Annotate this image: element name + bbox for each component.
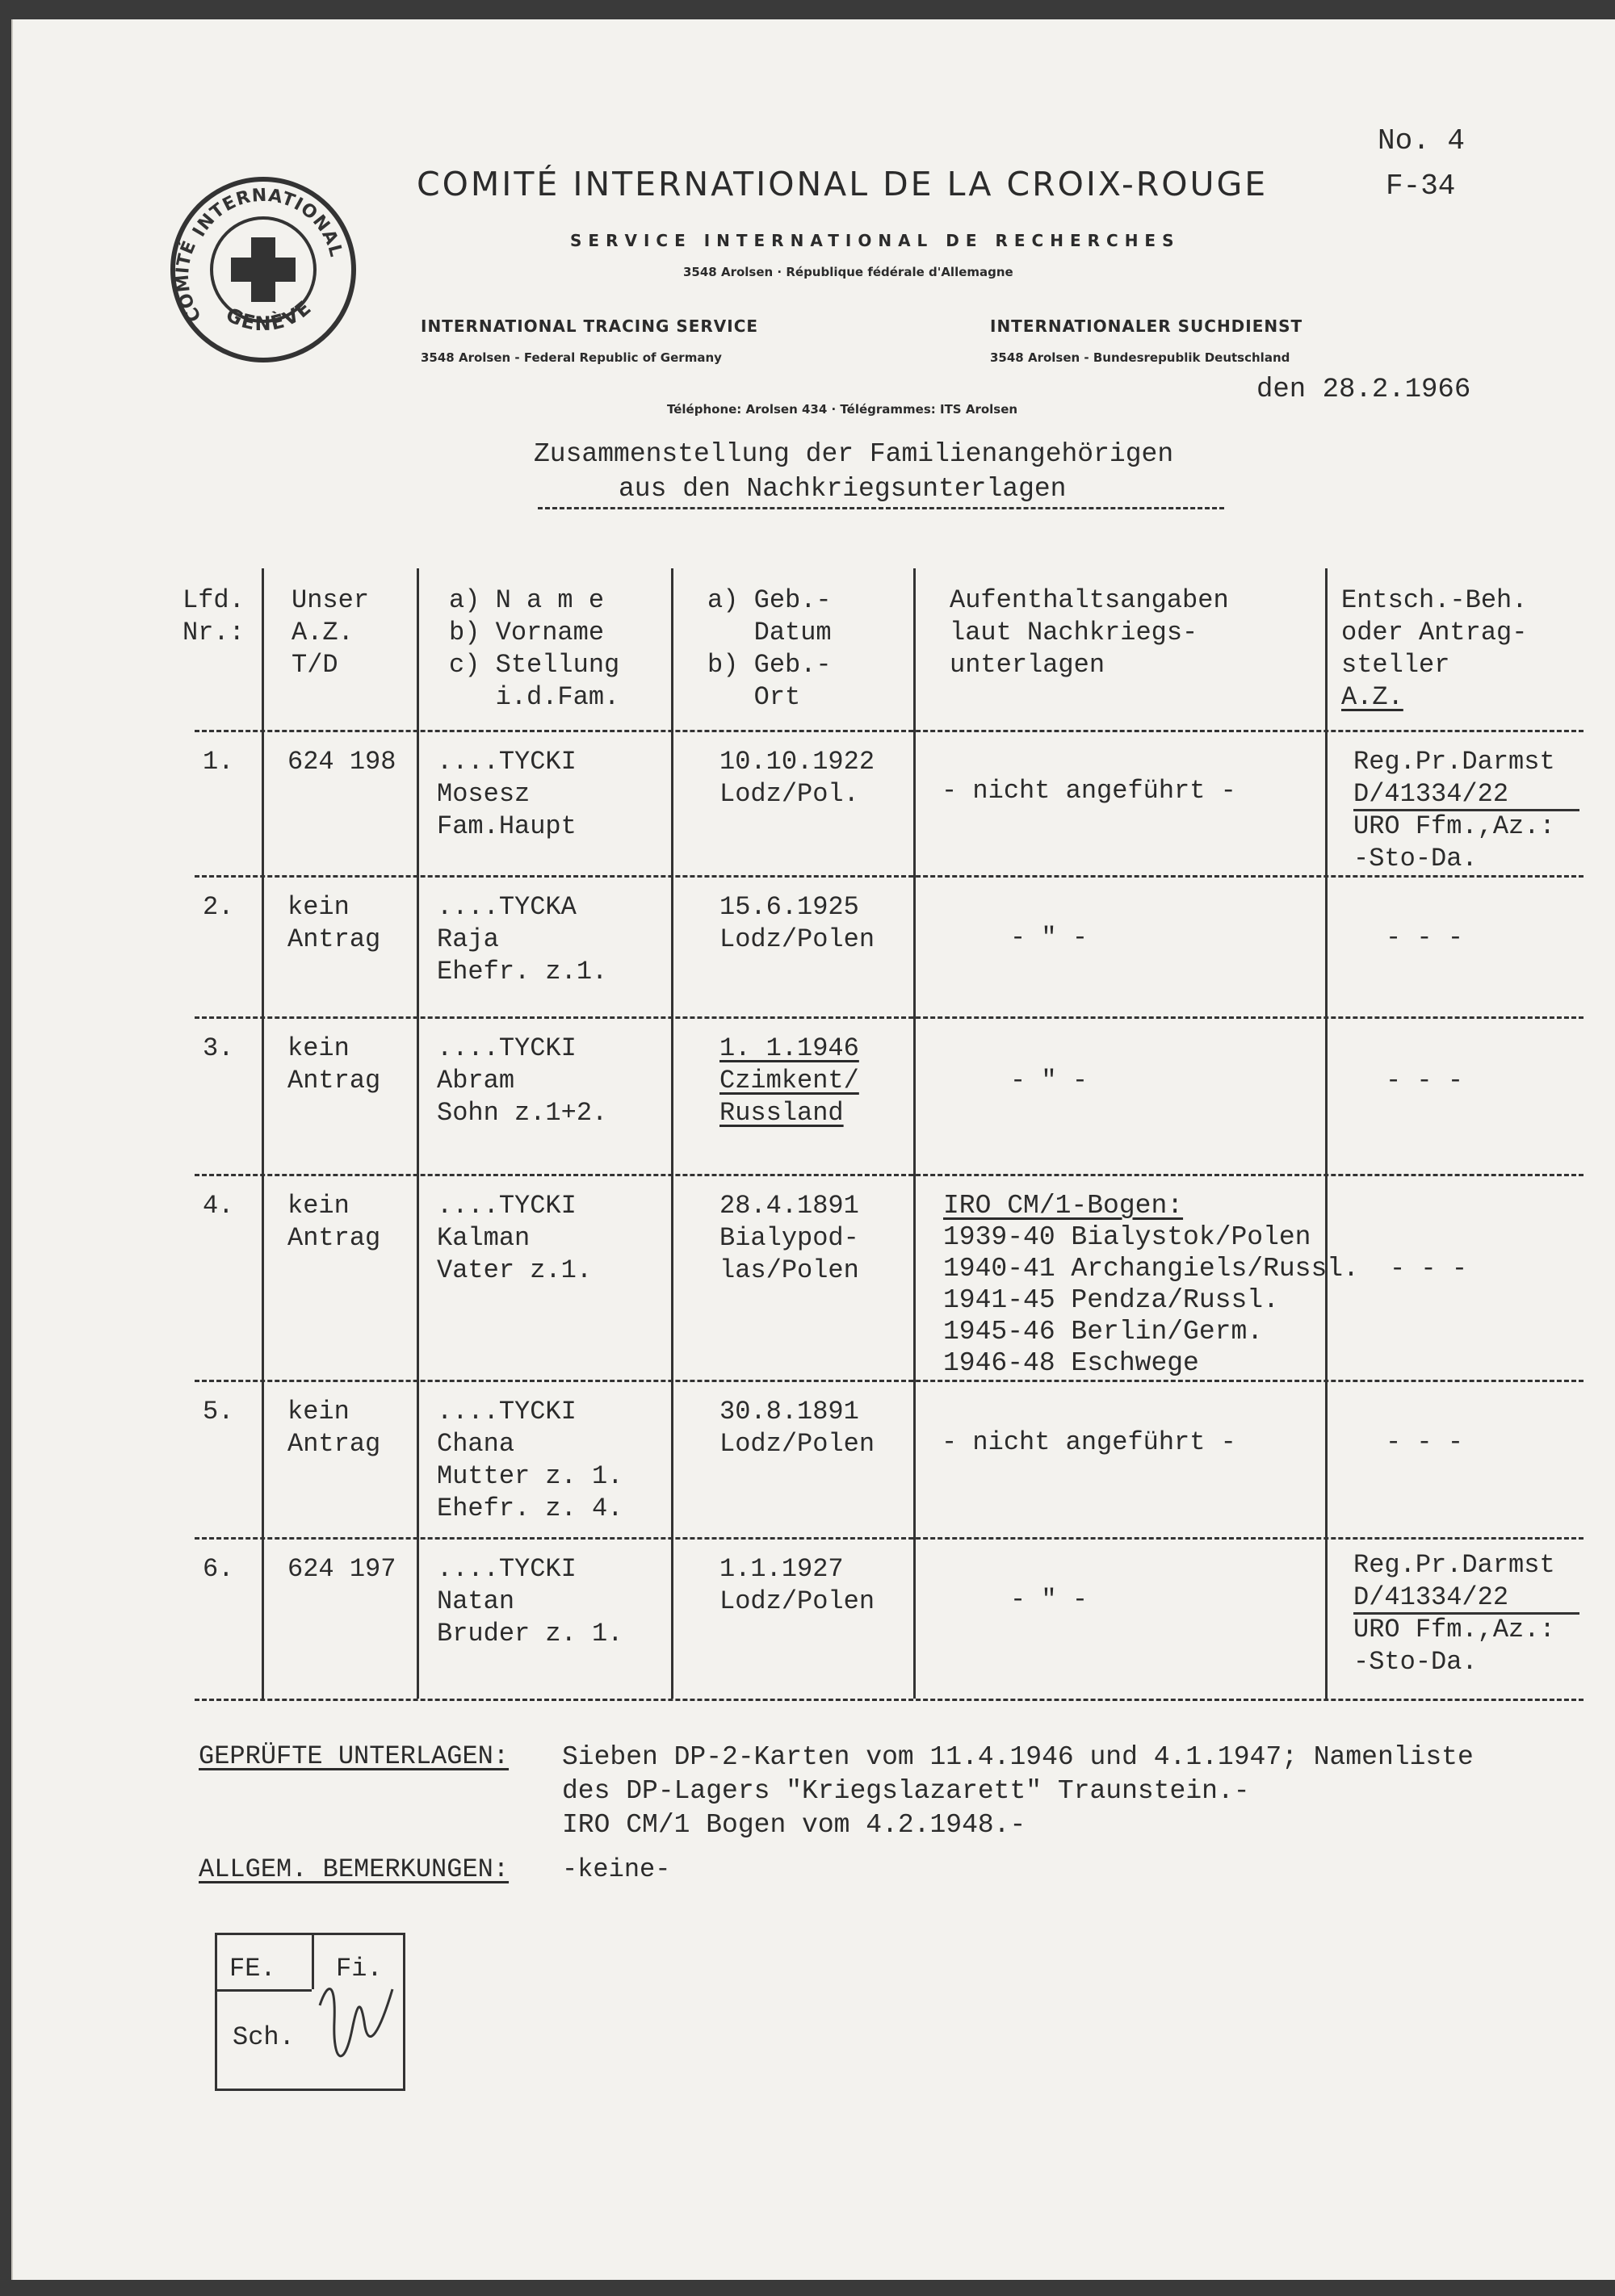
row-divider (195, 1174, 1584, 1176)
row-nr: 2. (203, 892, 234, 922)
row-name: ....TYCKI Natan Bruder z. 1. (437, 1554, 623, 1649)
row-nr: 5. (203, 1397, 234, 1427)
checked-docs-label: GEPRÜFTE UNTERLAGEN: (199, 1741, 510, 1771)
sig-box-fe: FE. (229, 1954, 276, 1984)
service-en: INTERNATIONAL TRACING SERVICE (421, 316, 759, 336)
document-title-line1: Zusammenstellung der Familienangehörigen (534, 439, 1174, 469)
row-entsch: - - - (1390, 1254, 1468, 1284)
row-entsch: Reg.Pr.Darmst D/41334/22 URO Ffm.,Az.: -Sto-Da. (1353, 747, 1555, 874)
col-divider-4 (913, 568, 916, 1699)
row-aufenthalt: - " - (1010, 1066, 1089, 1096)
table-bottom-divider (195, 1699, 1584, 1701)
sig-box-fi: Fi. (336, 1954, 383, 1984)
handwritten-signature (304, 1973, 401, 2086)
row-name: ....TYCKI Abram Sohn z.1+2. (437, 1033, 608, 1128)
svg-text:COMITÉ (173, 238, 206, 325)
col-header-az: Unser A.Z. T/D (292, 585, 370, 680)
row-az: 624 197 (287, 1554, 396, 1584)
doc-number: No. 4 (1378, 124, 1466, 157)
col-divider-3 (671, 568, 673, 1699)
row-az: 624 198 (287, 747, 396, 777)
row-geb: 30.8.1891 Lodz/Polen (719, 1397, 875, 1459)
remarks-label: ALLGEM. BEMERKUNGEN: (199, 1854, 510, 1884)
row-name: ....TYCKI Mosesz Fam.Haupt (437, 747, 577, 841)
col-header-entsch: Entsch.-Beh. oder Antrag- steller A.Z. (1341, 585, 1528, 712)
row-nr: 1. (203, 747, 234, 777)
document-date: den 28.2.1966 (1256, 375, 1471, 405)
row-aufenthalt: - " - (1010, 1585, 1089, 1615)
service-fr: SERVICE INTERNATIONAL DE RECHERCHES (570, 231, 1181, 250)
sig-box-sch: Sch. (233, 2022, 295, 2052)
icrc-emblem (166, 173, 360, 367)
row-divider (195, 875, 1584, 878)
row-nr: 3. (203, 1033, 234, 1063)
row-divider (195, 1537, 1584, 1540)
row-entsch: Reg.Pr.Darmst D/41334/22 URO Ffm.,Az.: -Sto-Da. (1353, 1550, 1555, 1677)
row-entsch: - - - (1386, 923, 1464, 953)
emblem-bottom-text: GENÈVE (222, 295, 317, 336)
col-divider-1 (262, 568, 264, 1699)
row-aufenthalt: - nicht angeführt - (942, 776, 1236, 806)
row-name: ....TYCKA Raja Ehefr. z.1. (437, 892, 608, 987)
row-name: ....TYCKI Chana Mutter z. 1. Ehefr. z. 4. (437, 1397, 623, 1523)
col-header-geb: a) Geb.- Datum b) Geb.- Ort (707, 585, 832, 712)
col-divider-2 (417, 568, 419, 1699)
row-nr: 4. (203, 1191, 234, 1221)
entsch-underline (1353, 809, 1579, 811)
document-page (11, 19, 1615, 2280)
entsch-underline (1353, 1612, 1579, 1615)
col-header-aufenthalt: Aufenthaltsangaben laut Nachkriegs- unterlagen (950, 585, 1229, 680)
row-az: kein Antrag (287, 1033, 381, 1096)
row-geb: 1.1.1927 Lodz/Polen (719, 1554, 875, 1616)
row-az: kein Antrag (287, 892, 381, 954)
row-geb: 28.4.1891 Bialypod- las/Polen (719, 1191, 859, 1285)
row-geb: 15.6.1925 Lodz/Polen (719, 892, 875, 954)
contact-line: Téléphone: Arolsen 434 · Télégrammes: ITS Arolsen (667, 402, 1018, 417)
row-divider (195, 1016, 1584, 1019)
header-divider (195, 730, 1584, 732)
row-aufenthalt: - nicht angeführt - (942, 1427, 1236, 1457)
row-entsch: - - - (1386, 1427, 1464, 1457)
row-name: ....TYCKI Kalman Vater z.1. (437, 1191, 593, 1285)
col-header-nr: Lfd. Nr.: (182, 585, 245, 647)
checked-docs-text: Sieben DP-2-Karten vom 11.4.1946 und 4.1.1947; Namenliste des DP-Lagers "Kriegslazarett" Traunstein.- IRO CM/1 Bogen vom 4.2.1948.- (562, 1742, 1474, 1840)
service-de: INTERNATIONALER SUCHDIENST (990, 316, 1303, 336)
address-en: 3548 Arolsen - Federal Republic of Germany (421, 350, 722, 365)
row-az: kein Antrag (287, 1191, 381, 1253)
red-cross-icon (231, 237, 296, 302)
emblem-top-text: INTERNATIONAL (189, 185, 346, 260)
emblem-left-text: COMITÉ (172, 238, 206, 325)
org-name: COMITÉ INTERNATIONAL DE LA CROIX-ROUGE (417, 165, 1269, 203)
col-divider-5 (1325, 568, 1328, 1699)
col-header-name: a) N a m e b) Vorname c) Stellung i.d.Fam. (449, 585, 620, 712)
row-aufenthalt: IRO CM/1-Bogen: 1939-40 Bialystok/Polen 1940-41 Archangiels/Russl. 1941-45 Pendza/Russl. 1945-46 Berlin/Germ. 1946-48 Eschwege (943, 1191, 1359, 1378)
row-entsch: - - - (1386, 1066, 1464, 1096)
sig-divider (215, 1989, 312, 1992)
form-code: F-34 (1386, 170, 1456, 203)
row-nr: 6. (203, 1554, 234, 1584)
row-geb: 1. 1.1946 Czimkent/ Russland (719, 1033, 859, 1128)
row-az: kein Antrag (287, 1397, 381, 1459)
row-geb: 10.10.1922 Lodz/Pol. (719, 747, 875, 809)
row-aufenthalt: - " - (1010, 923, 1089, 953)
row-divider (195, 1380, 1584, 1382)
remarks-value: -keine- (562, 1854, 671, 1884)
address-fr: 3548 Arolsen · République fédérale d'Allemagne (683, 265, 1013, 279)
title-underline (538, 507, 1224, 509)
document-title-line2: aus den Nachkriegsunterlagen (619, 474, 1067, 504)
address-de: 3548 Arolsen - Bundesrepublik Deutschland (990, 350, 1290, 365)
